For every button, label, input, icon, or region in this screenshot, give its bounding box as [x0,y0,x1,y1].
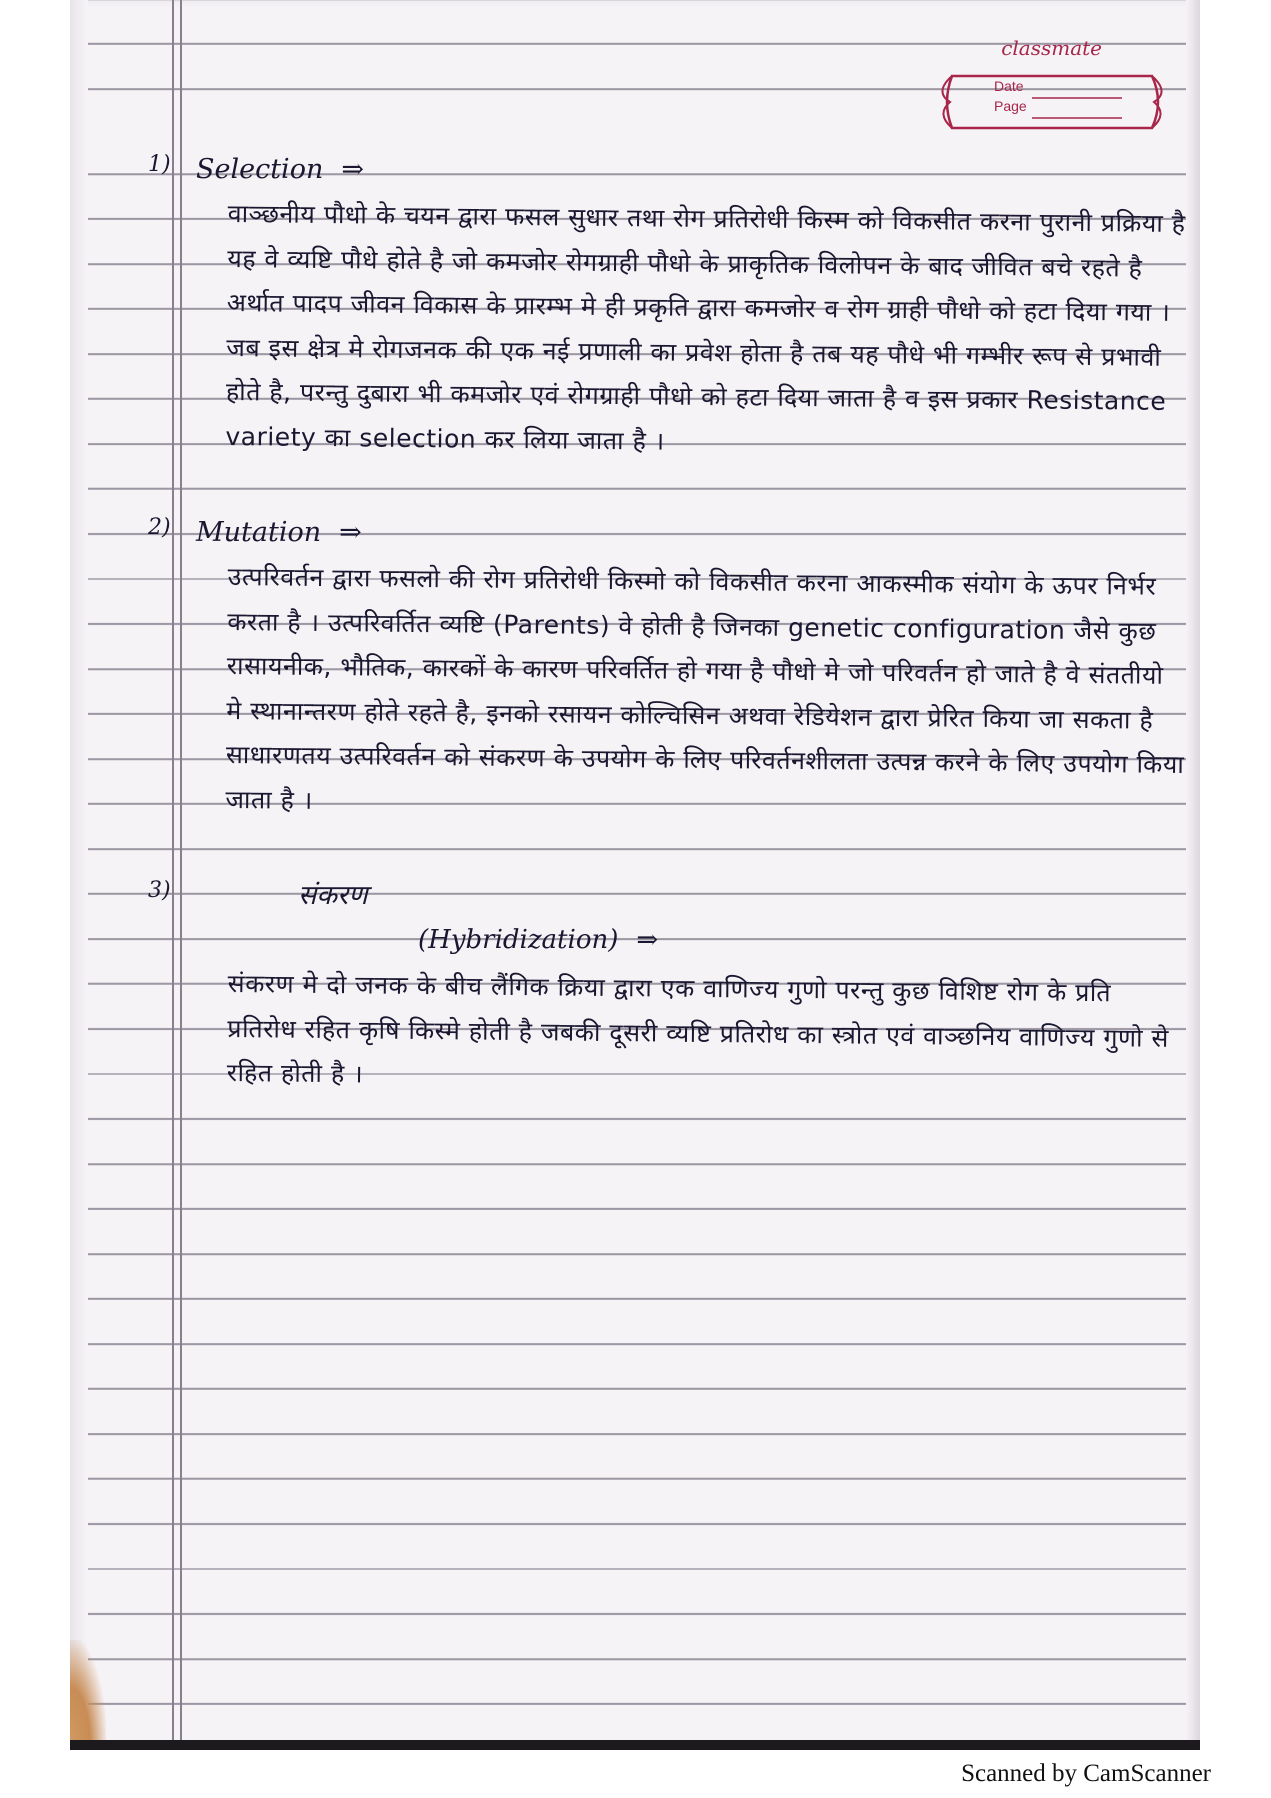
logo-brand: classmate [1001,36,1102,60]
logo-scroll-icon [932,62,1172,142]
section-number: 2) [148,515,171,540]
logo-page-label: Page [994,98,1027,114]
section-body: उत्परिवर्तन द्वारा फसलो की रोग प्रतिरोधी किस्मो को विकसीत करना आकस्मीक संयोग के ऊपर निर्भर करता है । उत्परिवर्तित व्यष्टि (Parents) वे होती है जिनका genetic configuration जैसे कुछ रासायनीक, भौतिक, कारकों के कारण परिवर्तित हो गया है पौधो मे जो परिवर्तन हो जाते है वे संततीयो मे स्थानान्तरण होते रहते है, इनको रसायन कोल्चिसिन अथवा रेडियेशन द्वारा प्रेरित किया जा सकता है साधारणतय उत्परिवर्तन को संकरण के उपयोग के लिए परिवर्तनशीलता उत्पन्न करने के लिए उपयोग किया जाता है । [225,561,1185,815]
section-number: 1) [148,152,171,177]
scanner-watermark: Scanned by CamScanner [961,1760,1211,1787]
subheading-text: (Hybridization) [418,925,619,955]
page-bottom-edge [70,1740,1200,1750]
arrow-icon: ⇒ [636,925,659,955]
section-heading [196,511,1188,555]
section-number: 3) [148,878,171,903]
arrow-icon: ⇒ [341,154,364,185]
heading-text: Mutation [196,517,322,548]
classmate-logo [932,36,1172,146]
section-selection [148,148,1188,459]
section-body: वाञ्छनीय पौधो के चयन द्वारा फसल सुधार तथा रोग प्रतिरोधी किस्म को विकसीत करना पुरानी प्रक्रिया है यह वे व्यष्टि पौधे होते है जो कमजोर रोगग्राही पौधो के प्राकृतिक विलोपन के बाद जीवित बचे रहते है अर्थात पादप जीवन विकास के प्रारम्भ मे ही प्रकृति द्वारा कमजोर व रोग ग्राही पौधो को हटा दिया गया । जब इस क्षेत्र मे रोगजनक की एक नई प्रणाली का प्रवेश होता है तब यह पौधे भी गम्भीर रूप से प्रभावी होते है, परन्तु दुबारा भी कमजोर एवं रोगग्राही पौधो को हटा दिया जाता है व इस प्रकार Resistance variety का selection कर लिया जाता है । [225,198,1186,456]
section-subheading [418,918,1188,962]
section-body: संकरण मे दो जनक के बीच लैंगिक क्रिया द्वारा एक वाणिज्य गुणो परन्तु कुछ विशिष्ट रोग के प्रति प्रतिरोध रहित कृषि किस्मे होती है जबकी दूसरी व्यष्टि प्रतिरोध का स्त्रोत एवं वाञ्छनिय वाणिज्य गुणो से रहित होती है । [226,968,1170,1089]
page-edge [1186,0,1200,1750]
section-hybridization [148,874,1188,1096]
note-content [148,148,1188,1148]
page-binding [70,0,88,1750]
heading-text: Selection [196,154,324,185]
section-mutation [148,511,1188,822]
arrow-icon: ⇒ [339,517,362,548]
section-heading: संकरण [298,880,368,911]
notebook-page [70,0,1200,1750]
logo-date-label: Date [994,78,1024,94]
section-heading [196,148,1188,192]
page-stain [70,1640,106,1750]
